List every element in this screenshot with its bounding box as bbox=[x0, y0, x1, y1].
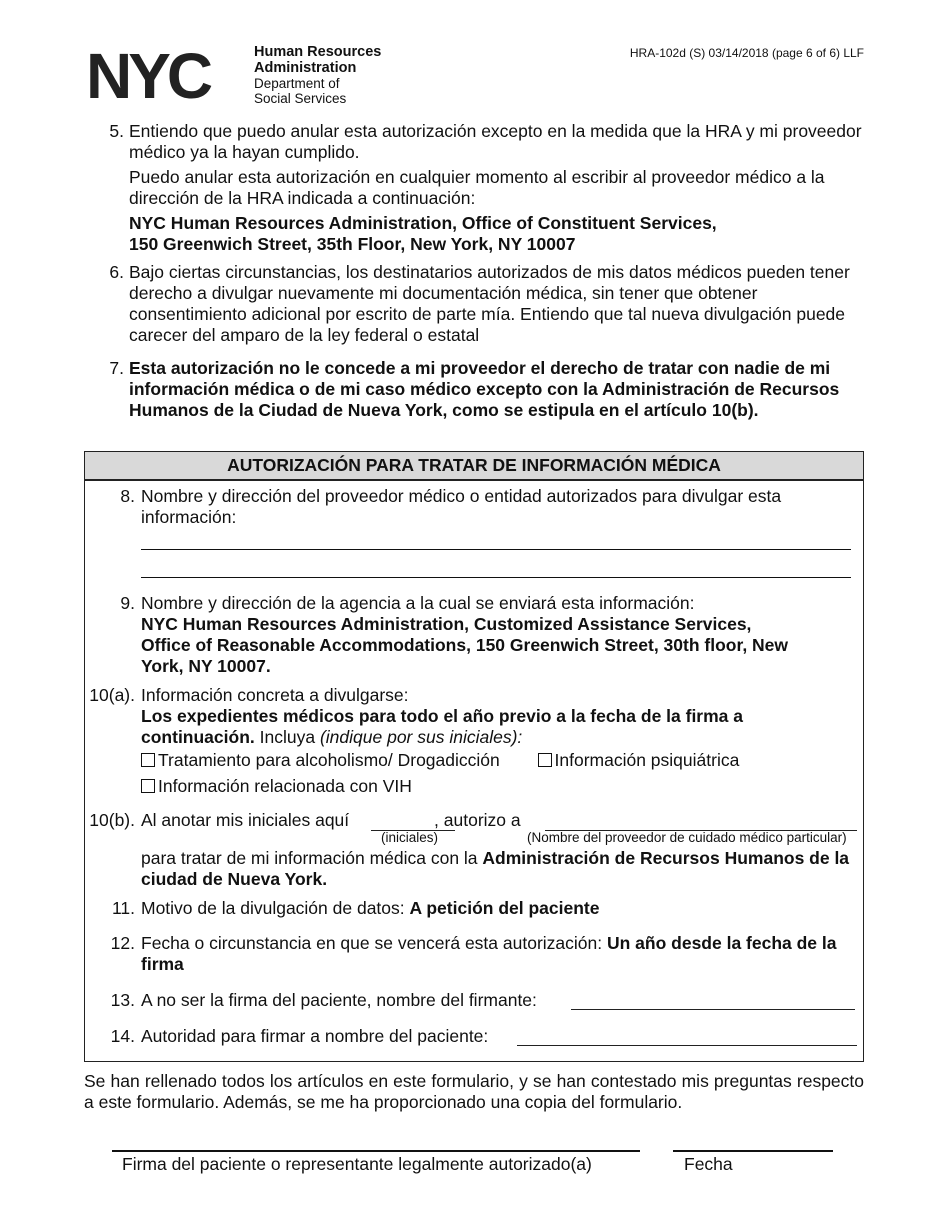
item-9 bbox=[85, 593, 861, 677]
authorization-box bbox=[84, 451, 864, 1062]
item-number: 6. bbox=[109, 262, 124, 282]
item-10a-include: Incluya bbox=[259, 727, 316, 747]
item-9-recipient: NYC Human Resources Administration, Customized Assistance Services, Office of Reasonable Accommodations, 150 Greenwich Street, 30th floor, New York, NY 10007. bbox=[141, 614, 789, 676]
signer-name-line[interactable] bbox=[571, 1009, 855, 1010]
hra-address-line-1: NYC Human Resources Administration, Office of Constituent Services, bbox=[129, 213, 717, 233]
date-label: Fecha bbox=[684, 1154, 733, 1174]
signature-line[interactable] bbox=[112, 1150, 640, 1152]
item-number: 14. bbox=[110, 1026, 135, 1046]
item-11-text: Motivo de la divulgación de datos: bbox=[141, 898, 405, 918]
item-13 bbox=[85, 990, 861, 1011]
item-5-text-2: Puedo anular esta autorización en cualquier momento al escribir al proveedor médico a la dirección de la HRA indicada a continuación: bbox=[129, 167, 825, 208]
item-number: 12. bbox=[110, 933, 135, 953]
item-9-text: Nombre y dirección de la agencia a la cual se enviará esta información: bbox=[141, 593, 695, 613]
item-6 bbox=[86, 262, 866, 346]
item-8 bbox=[85, 486, 861, 528]
form-id: HRA-102d (S) 03/14/2018 (page 6 of 6) LLF bbox=[629, 46, 864, 60]
item-10b bbox=[85, 810, 861, 831]
item-number: 13. bbox=[110, 990, 135, 1010]
item-10a-instruction: (indique por sus iniciales): bbox=[319, 727, 523, 747]
item-6-text: Bajo ciertas circunstancias, los destinatarios autorizados de mis datos médicos pueden tener derecho a divulgar nuevamente mi documentación médica, sin tener que obtener consentimiento adicional por escrito de parte mía. Entiendo que tal nueva divulgación puede carecer del amparo de la ley federal o estatal bbox=[129, 262, 850, 345]
provider-caption: (Nombre del proveedor de cuidado médico particular) bbox=[527, 830, 847, 845]
checkbox-alcohol-drugs[interactable] bbox=[141, 753, 155, 767]
item-8-text: Nombre y dirección del proveedor médico o entidad autorizados para divulgar esta información: bbox=[141, 486, 782, 527]
item-10a bbox=[85, 685, 861, 797]
signature-label: Firma del paciente o representante legalmente autorizado(a) bbox=[122, 1154, 592, 1174]
item-number: 7. bbox=[109, 358, 124, 378]
initials-caption: (iniciales) bbox=[381, 830, 439, 845]
authorization-box-title: AUTORIZACIÓN PARA TRATAR DE INFORMACIÓN MÉDICA bbox=[85, 452, 863, 481]
item-number: 10(b). bbox=[89, 810, 135, 830]
option-alcohol-drugs: Tratamiento para alcoholismo/ Drogadicción bbox=[158, 750, 500, 770]
item-10b-hra: Administración de Recursos Humanos de la ciudad de Nueva York. bbox=[141, 848, 850, 889]
item-10b-text-mid: , autorizo a bbox=[434, 810, 521, 830]
item-number: 9. bbox=[120, 593, 135, 613]
item-11-reason: A petición del paciente bbox=[409, 898, 600, 918]
hra-address-line-2: 150 Greenwich Street, 35th Floor, New York, NY 10007 bbox=[129, 234, 576, 254]
item-10a-records: Los expedientes médicos para todo el año previo a la fecha de la firma a continuación. bbox=[141, 706, 744, 747]
item-7 bbox=[86, 358, 866, 421]
item-10b-continued bbox=[85, 848, 861, 890]
authority-line[interactable] bbox=[517, 1045, 857, 1046]
provider-name-line-1[interactable] bbox=[141, 549, 851, 550]
item-number: 5. bbox=[109, 121, 124, 141]
item-13-text: A no ser la firma del paciente, nombre del firmante: bbox=[141, 990, 537, 1010]
agency-line-4: Social Services bbox=[254, 91, 347, 106]
nyc-logo-icon bbox=[86, 46, 246, 104]
option-hiv: Información relacionada con VIH bbox=[158, 776, 412, 796]
item-5-text: Entiendo que puedo anular esta autorización excepto en la medida que la HRA y mi proveedor médico ya la hayan cumplido. bbox=[129, 121, 862, 162]
nyc-logo-text: NYC bbox=[86, 46, 210, 104]
item-11 bbox=[85, 898, 861, 919]
item-5 bbox=[86, 121, 866, 255]
provider-name-line-2[interactable] bbox=[141, 577, 851, 578]
item-number: 8. bbox=[120, 486, 135, 506]
completion-statement: Se han rellenado todos los artículos en este formulario, y se han contestado mis preguntas respecto a este formulario. Además, se me ha proporcionado una copia del formulario. bbox=[84, 1071, 864, 1112]
item-12-text: Fecha o circunstancia en que se vencerá esta autorización: bbox=[141, 933, 603, 953]
item-12 bbox=[85, 933, 861, 975]
item-10a-text: Información concreta a divulgarse: bbox=[141, 685, 409, 705]
item-number: 10(a). bbox=[89, 685, 135, 705]
item-7-text: Esta autorización no le concede a mi proveedor el derecho de tratar con nadie de mi información médica o de mi caso médico excepto con la Administración de Recursos Humanos de la Ciudad de Nueva York, como se estipula en el artículo 10(b). bbox=[129, 358, 840, 420]
item-10b-text-2: para tratar de mi información médica con la bbox=[141, 848, 478, 868]
agency-line-1: Human Resources bbox=[254, 44, 382, 60]
agency-logo bbox=[86, 44, 406, 106]
item-14-text: Autoridad para firmar a nombre del paciente: bbox=[141, 1026, 489, 1046]
item-14 bbox=[85, 1026, 861, 1047]
agency-line-2: Administration bbox=[254, 60, 357, 76]
option-psychiatric: Información psiquiátrica bbox=[554, 750, 740, 770]
item-12-expiry: Un año desde la fecha de la firma bbox=[141, 933, 837, 974]
checkbox-psychiatric[interactable] bbox=[538, 753, 552, 767]
agency-line-3: Department of bbox=[254, 76, 340, 91]
item-10b-text: Al anotar mis iniciales aquí bbox=[141, 810, 350, 830]
date-line[interactable] bbox=[673, 1150, 833, 1152]
checkbox-hiv[interactable] bbox=[141, 779, 155, 793]
agency-name bbox=[254, 44, 381, 106]
item-number: 11. bbox=[111, 898, 135, 918]
